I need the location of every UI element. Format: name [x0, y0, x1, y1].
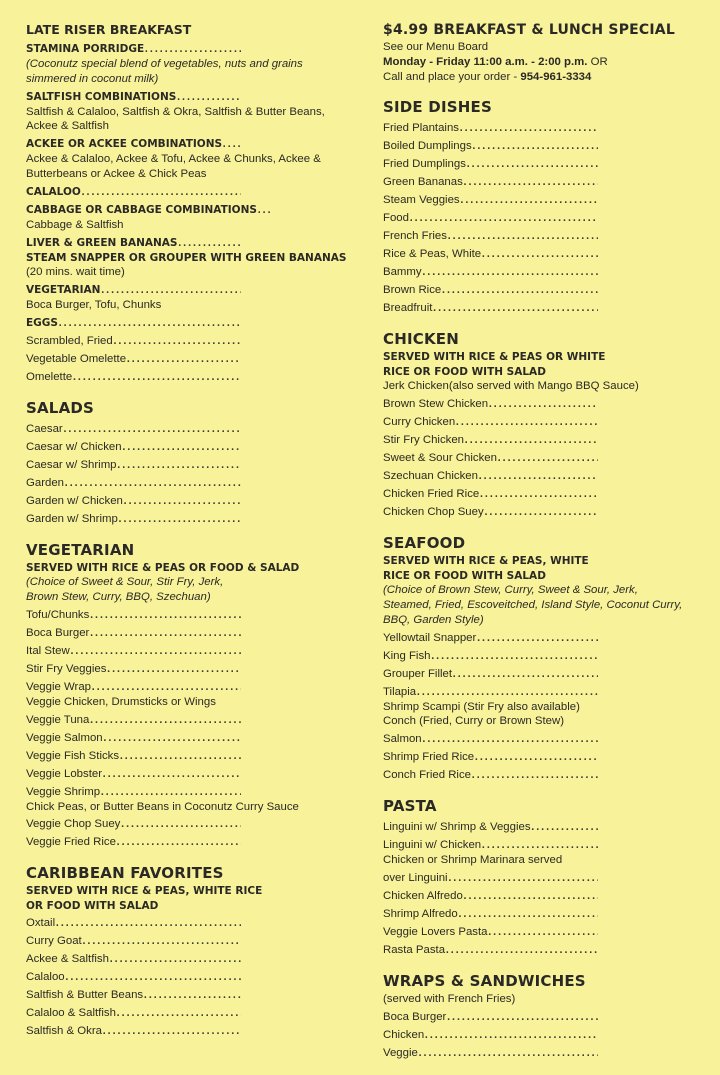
ackee-text: Ackee & Calaloo, Ackee & Tofu, Ackee & Chunks, Ackee & Butterbeans or Ackee & Chick Peas [26, 153, 321, 180]
late-riser-title: LATE RISER BREAKFAST [26, 22, 192, 37]
menu-item: Stir Fry Veggies ..... [26, 659, 241, 677]
menu-item: Linguini w/ Chicken ..... [383, 835, 598, 853]
menu-item: Tofu/Chunks ..... [26, 605, 241, 623]
wraps-section [383, 972, 703, 1061]
cabbage-text: Cabbage & Saltfish [26, 218, 124, 231]
chicken-title: CHICKEN [383, 330, 459, 349]
menu-item: Breadfruit ..... [383, 298, 598, 316]
phone-number[interactable]: 954-961-3334 [520, 70, 592, 83]
menu-item: Garden w/ Chicken ..... [26, 491, 241, 509]
menu-item: SALTFISH COMBINATIONS ..... [26, 87, 241, 105]
salads-title: SALADS [26, 398, 95, 417]
menu-item: VEGETARIAN ..... [26, 280, 241, 298]
menu-item: Calaloo & Saltfish ..... [26, 1003, 241, 1021]
menu-item: Veggie Lovers Pasta ..... [383, 922, 598, 940]
menu-item: Sweet & Sour Chicken ..... [383, 448, 598, 466]
special-call-line: Call and place your order - 954-961-3334 [383, 70, 592, 83]
menu-item: Veggie Shrimp ..... [26, 782, 241, 800]
chicken-section [383, 330, 703, 520]
special-days-line: Monday - Friday 11:00 a.m. - 2:00 p.m. OR [383, 55, 608, 68]
menu-item: Rasta Pasta ..... [383, 940, 598, 958]
vegetarian-section [26, 541, 356, 851]
menu-item: Szechuan Chicken ..... [383, 466, 598, 484]
menu-item: CABBAGE OR CABBAGE COMBINATIONS ..... [26, 200, 271, 218]
menu-item: Veggie Tuna ..... [26, 710, 241, 728]
right-column [383, 22, 703, 1075]
vegetarian-note: (Choice of Sweet & Sour, Stir Fry, Jerk, Brown Stew, Curry, BBQ, Szechuan) [26, 576, 224, 603]
menu-item: Caesar w/ Shrimp ..... [26, 455, 241, 473]
menu-item: CALALOO ..... [26, 182, 241, 200]
menu-item: Rice & Peas, White ..... [383, 244, 598, 262]
menu-item: Grouper Fillet ..... [383, 664, 598, 682]
sides-section [383, 98, 703, 316]
menu-item: Veggie Fried Rice ..... [26, 832, 241, 850]
menu-item: Caesar w/ Chicken ..... [26, 437, 241, 455]
menu-item: Chicken Fried Rice ..... [383, 484, 598, 502]
menu-item: Veggie Chicken, Drumsticks or Wings [26, 695, 216, 708]
menu-item: Ackee & Saltfish ..... [26, 949, 241, 967]
menu-item: Brown Rice ..... [383, 280, 598, 298]
menu-item: Fried Plantains ..... [383, 118, 598, 136]
menu-item: Chicken ..... [383, 1025, 598, 1043]
menu-item: Boca Burger ..... [383, 1007, 598, 1025]
salads-section [26, 399, 356, 527]
caribbean-subtitle: SERVED WITH RICE & PEAS, WHITE RICE OR FOOD WITH SALAD [26, 885, 263, 912]
caribbean-section [26, 864, 356, 1039]
menu-item: King Fish ..... [383, 646, 598, 664]
seafood-section [383, 534, 703, 783]
wraps-note: (served with French Fries) [383, 992, 516, 1005]
menu-item: Veggie Lobster ..... [26, 764, 241, 782]
menu-item: Green Bananas ..... [383, 172, 598, 190]
saltfish-text: Saltfish & Calaloo, Saltfish & Okra, Saltfish & Butter Beans, Ackee & Saltfish [26, 105, 325, 133]
menu-item: Veggie Fish Sticks ..... [26, 746, 241, 764]
menu-item: Calaloo ..... [26, 967, 241, 985]
seafood-note: (Choice of Brown Stew, Curry, Sweet & Sour, Jerk, Steamed, Fried, Escoveitched, Island Style, Coconut Curry, BBQ, Garden Style) [383, 584, 683, 626]
menu-item: Jerk Chicken(also served with Mango BBQ Sauce) [383, 380, 639, 393]
chicken-subtitle: SERVED WITH RICE & PEAS OR WHITE RICE OR FOOD WITH SALAD [383, 351, 606, 378]
left-column [26, 22, 356, 1053]
menu-item: Stir Fry Chicken ..... [383, 430, 598, 448]
seafood-subtitle: SERVED WITH RICE & PEAS, WHITE RICE OR FOOD WITH SALAD [383, 555, 589, 582]
seafood-title: SEAFOOD [383, 534, 466, 553]
vegetarian-subtitle: SERVED WITH RICE & PEAS OR FOOD & SALAD [26, 561, 300, 574]
stamina-note: (Coconutz special blend of vegetables, nuts and grains simmered in coconut milk) [26, 58, 303, 85]
menu-item: Saltfish & Butter Beans ..... [26, 985, 241, 1003]
menu-item: Boca Burger ..... [26, 623, 241, 641]
special-section [383, 22, 703, 84]
sides-title: SIDE DISHES [383, 98, 492, 117]
menu-item: Steam Veggies ..... [383, 190, 598, 208]
menu-item: Boiled Dumplings ..... [383, 136, 598, 154]
menu-item: ACKEE OR ACKEE COMBINATIONS ..... [26, 134, 241, 152]
late-riser-section [26, 22, 356, 385]
menu-item: Curry Goat ..... [26, 931, 241, 949]
menu-item: French Fries ..... [383, 226, 598, 244]
menu-item: Scrambled, Fried ..... [26, 331, 241, 349]
menu-item: STAMINA PORRIDGE ..... [26, 39, 241, 57]
wraps-title: WRAPS & SANDWICHES [383, 971, 586, 990]
menu-item: Chick Peas, or Butter Beans in Coconutz Curry Sauce [26, 800, 299, 813]
special-line1: See our Menu Board [383, 41, 489, 53]
menu-item: Veggie ..... [383, 1043, 598, 1061]
menu-item: Shrimp Scampi (Stir Fry also available) [383, 700, 580, 713]
menu-item: Caesar ..... [26, 419, 241, 437]
menu-item: Garden ..... [26, 473, 241, 491]
menu-item: Saltfish & Okra ..... [26, 1021, 241, 1039]
caribbean-title: CARIBBEAN FAVORITES [26, 864, 224, 883]
menu-item: Veggie Wrap ..... [26, 677, 241, 695]
snapper-note: (20 mins. wait time) [26, 266, 125, 279]
menu-item: Veggie Salmon ..... [26, 728, 241, 746]
vegetarian-title: VEGETARIAN [26, 540, 135, 559]
pasta-section [383, 797, 703, 958]
menu-item: Food ..... [383, 208, 598, 226]
menu-item: Garden w/ Shrimp ..... [26, 509, 241, 527]
menu-item: Shrimp Fried Rice ..... [383, 747, 598, 765]
menu-item: Conch (Fried, Curry or Brown Stew) [383, 715, 565, 728]
menu-item: Tilapia ..... [383, 682, 598, 700]
menu-item: Linguini w/ Shrimp & Veggies ..... [383, 817, 598, 835]
menu-item: Omelette ..... [26, 367, 241, 385]
menu-item: Oxtail ..... [26, 913, 241, 931]
menu-item: Ital Stew ..... [26, 641, 241, 659]
menu-item: Chicken or Shrimp Marinara served [383, 854, 563, 867]
menu-item: Shrimp Alfredo ..... [383, 904, 598, 922]
menu-item: Conch Fried Rice ..... [383, 765, 598, 783]
menu-item: over Linguini ..... [383, 868, 598, 886]
menu-item: Chicken Alfredo ..... [383, 886, 598, 904]
menu-item: Vegetable Omelette ..... [26, 349, 241, 367]
special-title: $4.99 BREAKFAST & LUNCH SPECIAL [383, 22, 675, 38]
pasta-title: PASTA [383, 797, 437, 816]
menu-item: Curry Chicken ..... [383, 412, 598, 430]
menu-item: Yellowtail Snapper ..... [383, 628, 598, 646]
menu-item: LIVER & GREEN BANANAS ..... [26, 233, 241, 251]
menu-item: Bammy ..... [383, 262, 598, 280]
menu-item: Brown Stew Chicken ..... [383, 394, 598, 412]
menu-item: Fried Dumplings ..... [383, 154, 598, 172]
menu-item: Salmon ..... [383, 729, 598, 747]
menu-item: EGGS ..... [26, 313, 241, 331]
menu-item: Chicken Chop Suey ..... [383, 502, 598, 520]
snapper-item: STEAM SNAPPER OR GROUPER WITH GREEN BANANAS [26, 251, 347, 264]
menu-item: Veggie Chop Suey ..... [26, 814, 241, 832]
vegetarian-text: Boca Burger, Tofu, Chunks [26, 298, 162, 311]
